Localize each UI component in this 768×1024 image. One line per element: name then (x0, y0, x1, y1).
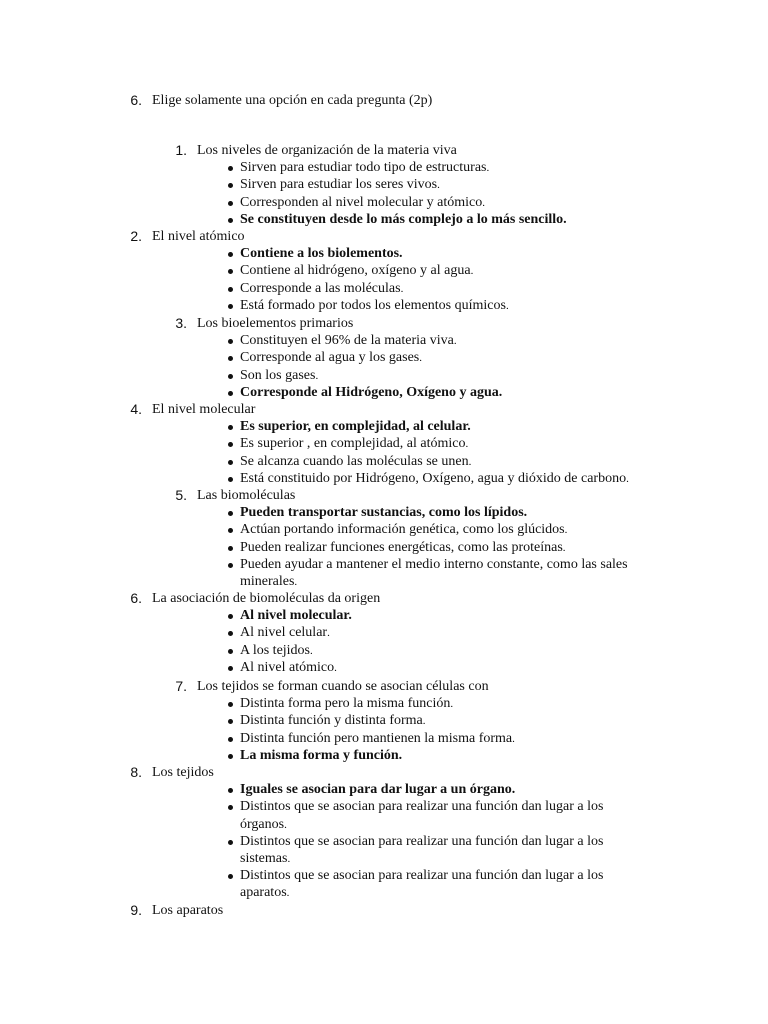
bullet-icon (228, 840, 233, 845)
option-text-continued: aparatos (240, 885, 287, 900)
option-tail: . (465, 438, 469, 450)
option-tail: . (626, 473, 629, 485)
question-number-box (147, 487, 187, 504)
option (240, 642, 313, 660)
option-text: Está constituido por Hidrógeno, Oxígeno, agua y dióxido de carbono (240, 471, 627, 486)
bullet-icon (228, 563, 233, 568)
question-text: Las biomoléculas (197, 488, 296, 503)
question-number-box (102, 228, 142, 245)
option (240, 521, 567, 539)
option (240, 695, 453, 713)
bullet-icon (228, 166, 233, 171)
option-text: La misma forma y función. (240, 748, 403, 763)
option-tail: . (437, 179, 440, 191)
option (240, 556, 628, 573)
option-text: Es superior, en complejidad, al celular. (240, 419, 471, 434)
bullet-icon (228, 788, 233, 793)
option (240, 624, 330, 642)
option-correct (240, 418, 471, 436)
option-text: Constituyen el 96% de la materia viva (240, 333, 454, 348)
option-correct (240, 211, 567, 229)
option (240, 730, 515, 748)
instruction-number-box (100, 92, 142, 109)
option-text: Iguales se asocian para dar lugar a un órgano. (240, 782, 516, 797)
bullet-icon (228, 201, 233, 206)
option-text: Sirven para estudiar los seres vivos (240, 177, 438, 192)
option-tail: . (315, 370, 319, 382)
question-text: Los bioelementos primarios (197, 316, 354, 331)
bullet-icon (228, 477, 233, 482)
option (240, 297, 509, 315)
option-text: Corresponde al Hidrógeno, Oxígeno y agua. (240, 385, 503, 400)
option-text: Pueden transportar sustancias, como los lípidos. (240, 505, 528, 520)
question-number: 7. (175, 678, 187, 694)
option-continuation (240, 573, 297, 591)
option-tail: . (334, 662, 337, 674)
option-text: Actúan portando información genética, como los glúcidos (240, 522, 565, 537)
option-text: Contiene a los biolementos. (240, 246, 403, 261)
option-text: Está formado por todos los elementos químicos (240, 298, 506, 313)
option-correct (240, 245, 403, 263)
option-text: Se constituyen desde lo más complejo a lo más sencillo. (240, 212, 567, 227)
option-text: Corresponde a las moléculas (240, 281, 401, 296)
option-text-continued: sistemas (240, 851, 288, 866)
option (240, 833, 603, 850)
option-text: A los tejidos (240, 643, 311, 658)
option-tail: . (294, 576, 298, 588)
option (240, 470, 629, 488)
option-text: Distinta función y distinta forma (240, 713, 423, 728)
option-continuation (240, 816, 287, 834)
option (240, 159, 489, 177)
bullet-icon (228, 666, 233, 671)
option (240, 194, 485, 212)
option (240, 332, 457, 350)
bullet-icon (228, 528, 233, 533)
option-text-continued: órganos (240, 817, 285, 832)
option-tail: . (470, 265, 474, 277)
option (240, 453, 471, 471)
bullet-icon (228, 374, 233, 379)
instruction-text: Elige solamente una opción en cada pregunta (2p) (152, 93, 433, 108)
question-number-box (102, 902, 142, 919)
option-continuation (240, 850, 290, 868)
question-text: Los niveles de organización de la materia viva (197, 143, 457, 158)
option (240, 539, 566, 557)
bullet-icon (228, 460, 233, 465)
question-number-box (102, 401, 142, 418)
bullet-icon (228, 287, 233, 292)
option-text: Se alcanza cuando las moléculas se unen (240, 454, 469, 469)
question-number: 1. (175, 142, 187, 158)
option-text: Distinta forma pero la misma función (240, 696, 451, 711)
instruction-number: 6. (130, 92, 142, 108)
option-tail: . (482, 197, 485, 209)
option-tail: . (468, 456, 472, 468)
question-text: El nivel molecular (152, 402, 256, 417)
question-number: 4. (130, 401, 142, 417)
bullet-icon (228, 442, 233, 447)
bullet-icon (228, 183, 233, 188)
option-text: Al nivel molecular. (240, 608, 352, 623)
question-number-box (102, 590, 142, 607)
bullet-icon (228, 754, 233, 759)
bullet-icon (228, 546, 233, 551)
option (240, 367, 318, 385)
option-correct (240, 747, 402, 765)
option (240, 176, 440, 194)
question-number: 5. (175, 487, 187, 503)
option-correct (240, 504, 527, 522)
option-tail: . (512, 733, 515, 745)
bullet-icon (228, 304, 233, 309)
option-correct (240, 781, 515, 799)
option-tail: . (564, 524, 568, 536)
option-tail: . (286, 887, 290, 899)
option-correct (240, 384, 502, 402)
bullet-icon (228, 269, 233, 274)
bullet-icon (228, 614, 233, 619)
option-tail: . (562, 542, 566, 554)
option-tail: . (287, 853, 291, 865)
bullet-icon (228, 339, 233, 344)
option-continuation (240, 884, 289, 902)
question-number-box (147, 678, 187, 695)
option-tail: . (450, 698, 454, 710)
question-number: 8. (130, 764, 142, 780)
option (240, 262, 473, 280)
option (240, 280, 403, 298)
question-number-box (147, 315, 187, 332)
option-text: Distinta función pero mantienen la misma forma (240, 731, 513, 746)
option-tail: . (505, 300, 509, 312)
bullet-icon (228, 649, 233, 654)
option-text: Distintos que se asocian para realizar una función dan lugar a los (240, 868, 604, 883)
option-tail: . (327, 627, 330, 639)
question-number: 3. (175, 315, 187, 331)
option-tail: . (453, 335, 457, 347)
option-tail: . (486, 162, 490, 174)
option-text: Al nivel celular (240, 625, 328, 640)
option (240, 867, 603, 884)
question-text: El nivel atómico (152, 229, 245, 244)
option-text: Distintos que se asocian para realizar una función dan lugar a los (240, 834, 604, 849)
option-tail: . (422, 715, 426, 727)
option (240, 349, 422, 367)
option-text-continued: minerales (240, 574, 295, 589)
bullet-icon (228, 391, 233, 396)
question-text: Los aparatos (152, 903, 224, 918)
bullet-icon (228, 874, 233, 879)
bullet-icon (228, 702, 233, 707)
option-text: Corresponden al nivel molecular y atómico (240, 195, 483, 210)
bullet-icon (228, 425, 233, 430)
bullet-icon (228, 719, 233, 724)
option (240, 659, 337, 677)
option-tail: . (284, 819, 287, 831)
option-text: Corresponde al agua y los gases (240, 350, 420, 365)
option (240, 435, 468, 453)
option-text: Contiene al hidrógeno, oxígeno y al agua (240, 263, 471, 278)
bullet-icon (228, 511, 233, 516)
option (240, 712, 426, 730)
question-number-box (147, 142, 187, 159)
question-text: La asociación de biomoléculas da origen (152, 591, 381, 606)
question-number: 9. (130, 902, 142, 918)
question-number: 6. (130, 590, 142, 606)
bullet-icon (228, 218, 233, 223)
option-tail: . (310, 645, 313, 657)
option-tail: . (419, 352, 422, 364)
bullet-icon (228, 737, 233, 742)
option-text: Pueden ayudar a mantener el medio interno constante, como las sales (240, 557, 628, 572)
option (240, 798, 603, 815)
question-text: Los tejidos se forman cuando se asocian células con (197, 679, 489, 694)
bullet-icon (228, 252, 233, 257)
option-correct (240, 607, 352, 625)
option-text: Son los gases (240, 368, 316, 383)
bullet-icon (228, 356, 233, 361)
question-number: 2. (130, 228, 142, 244)
bullet-icon (228, 805, 233, 810)
option-tail: . (400, 283, 404, 295)
option-text: Pueden realizar funciones energéticas, como las proteínas (240, 540, 563, 555)
option-text: Es superior , en complejidad, al atómico (240, 436, 466, 451)
option-text: Al nivel atómico (240, 660, 335, 675)
option-text: Distintos que se asocian para realizar una función dan lugar a los (240, 799, 604, 814)
bullet-icon (228, 631, 233, 636)
option-text: Sirven para estudiar todo tipo de estructuras (240, 160, 487, 175)
question-number-box (102, 764, 142, 781)
question-text: Los tejidos (152, 765, 214, 780)
